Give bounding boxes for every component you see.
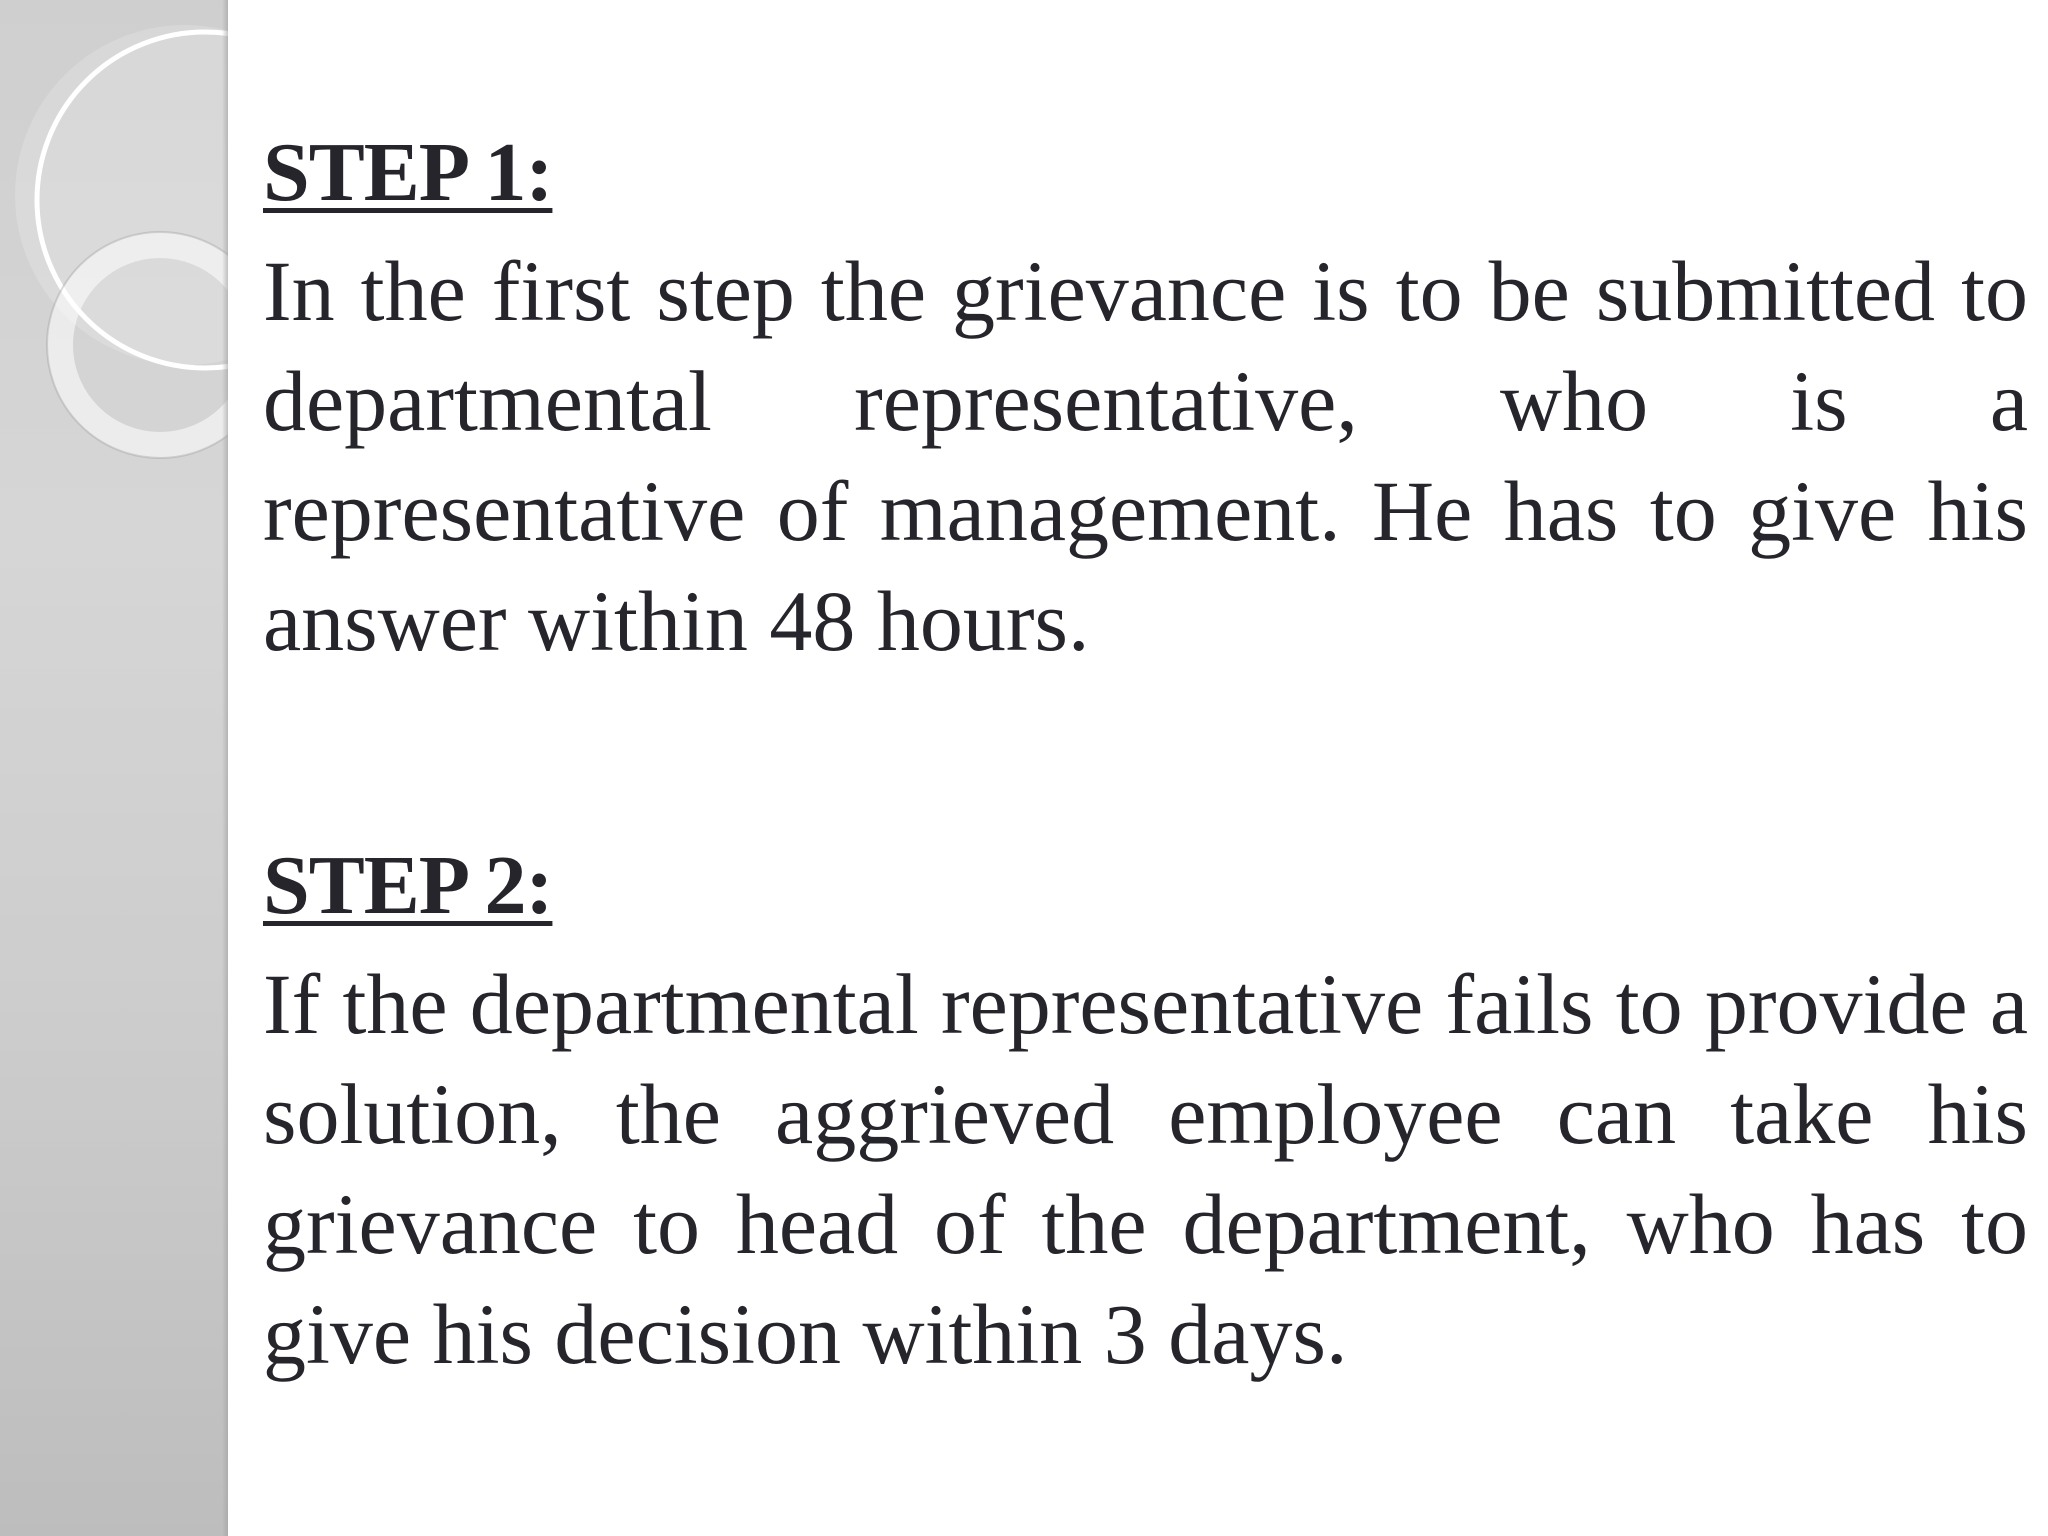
step-1-heading: STEP 1: [263, 126, 553, 219]
decorative-side-panel [0, 0, 228, 1536]
decorative-rings [0, 0, 228, 1536]
side-panel-edge [222, 0, 228, 1536]
step-2-body: If the departmental representative fails to provide a solution, the aggrieved employee can take his grievance to head of the department, who has to give his decision within 3 days. [263, 956, 2028, 1382]
large-ring-fill [15, 25, 228, 365]
step-1-body: In the first step the grievance is to be submitted to departmental representative, who is a representative of management. He has to give his answer within 48 hours. [263, 243, 2028, 669]
step-2-block [263, 831, 2028, 1389]
step-1-block [263, 118, 2028, 676]
step-2-heading: STEP 2: [263, 839, 553, 932]
slide-content [263, 118, 2028, 1389]
